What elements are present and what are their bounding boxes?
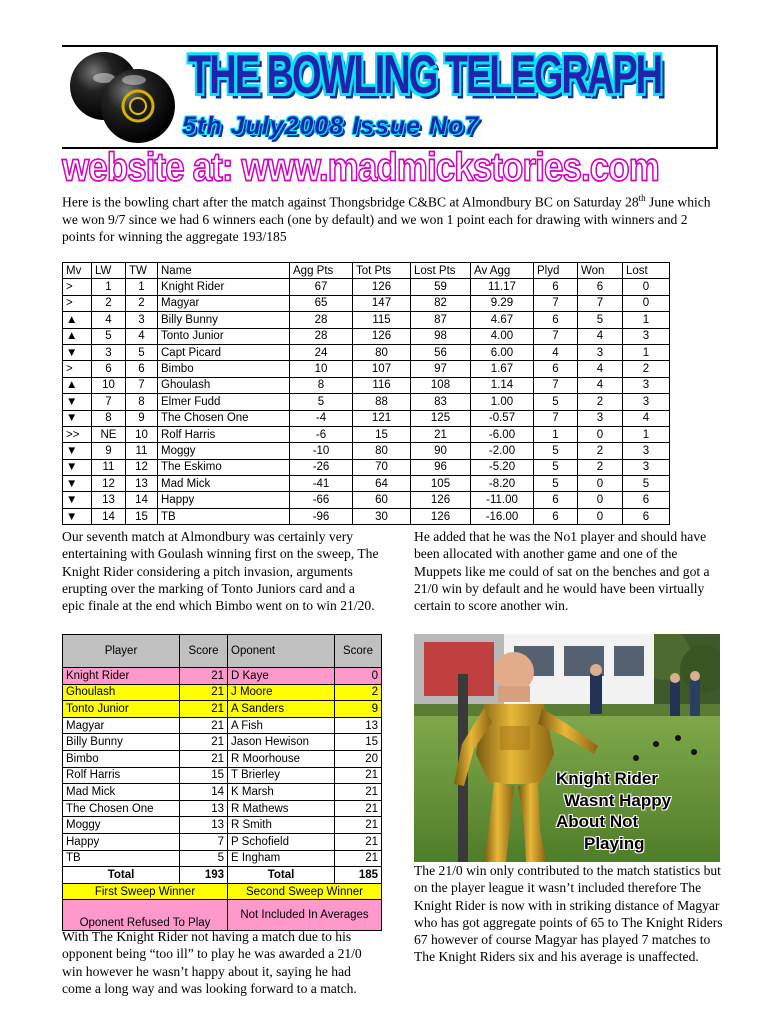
chart-cell-lost-pts: 82	[411, 295, 471, 311]
chart-cell-lw: 14	[92, 508, 126, 524]
chart-cell-won: 4	[578, 328, 623, 344]
caption-line: About Not	[556, 812, 639, 831]
chart-cell-tot-pts: 64	[353, 476, 411, 492]
chart-row	[63, 377, 670, 393]
total-label-opponent: Total	[228, 867, 335, 884]
article-left-bottom: With The Knight Rider not having a match due to his opponent being “too ill” to play he was awarded a 21/0 win however he wasn’t happy about it, saying he had come a long way and was looking forward to a match.	[62, 929, 362, 996]
chart-cell-name: Knight Rider	[158, 279, 290, 295]
chart-cell-mv: ▼	[63, 443, 92, 459]
results-row	[63, 717, 382, 734]
intro-text-1: Here is the bowling chart after the match against Thongsbridge C&BC at Almondbury BC on Saturday 28	[62, 194, 639, 210]
chart-cell-tw: 13	[126, 476, 158, 492]
legend-first-sweep: First Sweep Winner	[63, 883, 228, 900]
results-opponent-score: 21	[335, 767, 382, 784]
chart-cell-agg-pts: 65	[290, 295, 353, 311]
results-player: Bimbo	[63, 750, 180, 767]
chart-cell-lw: 13	[92, 492, 126, 508]
chart-cell-name: TB	[158, 508, 290, 524]
chart-row	[63, 459, 670, 475]
chart-cell-agg-pts: 28	[290, 312, 353, 328]
chart-cell-name: Moggy	[158, 443, 290, 459]
chart-row	[63, 443, 670, 459]
chart-row	[63, 295, 670, 311]
chart-cell-mv: >	[63, 279, 92, 295]
issue-date: 5th July2008 Issue No7	[182, 112, 480, 140]
results-header-player: Player	[63, 635, 180, 668]
chart-cell-tot-pts: 30	[353, 508, 411, 524]
chart-cell-agg-pts: 28	[290, 328, 353, 344]
chart-header-tot-pts: Tot Pts	[353, 263, 411, 279]
legend-second-sweep: Second Sweep Winner	[228, 883, 382, 900]
chart-header-row	[63, 263, 670, 279]
intro-text-2: June which we won 9/7 since we had 6 winners each (one by default) and we won 1 point each for drawing with winners and 2 points for winning the aggregate 193/185	[62, 194, 711, 245]
chart-cell-av-agg: 1.00	[471, 394, 534, 410]
chart-cell-lw: 12	[92, 476, 126, 492]
chart-cell-mv: >	[63, 295, 92, 311]
chart-cell-lw: 9	[92, 443, 126, 459]
chart-row	[63, 328, 670, 344]
chart-cell-tot-pts: 88	[353, 394, 411, 410]
chart-cell-lw: 2	[92, 295, 126, 311]
chart-cell-name: Billy Bunny	[158, 312, 290, 328]
chart-cell-plyd: 7	[534, 410, 578, 426]
chart-cell-plyd: 5	[534, 394, 578, 410]
results-row	[63, 701, 382, 718]
chart-cell-tw: 12	[126, 459, 158, 475]
chart-cell-tw: 7	[126, 377, 158, 393]
chart-cell-tot-pts: 121	[353, 410, 411, 426]
results-header-score: Score	[180, 635, 228, 668]
chart-cell-tot-pts: 116	[353, 377, 411, 393]
chart-cell-lost: 4	[623, 410, 670, 426]
chart-cell-won: 5	[578, 312, 623, 328]
chart-row	[63, 279, 670, 295]
chart-cell-name: Capt Picard	[158, 344, 290, 360]
chart-cell-mv: ▲	[63, 377, 92, 393]
results-score: 13	[180, 800, 228, 817]
chart-cell-lost-pts: 56	[411, 344, 471, 360]
results-player: TB	[63, 850, 180, 867]
chart-cell-lost-pts: 125	[411, 410, 471, 426]
chart-header-plyd: Plyd	[534, 263, 578, 279]
chart-row	[63, 394, 670, 410]
chart-cell-lost: 1	[623, 426, 670, 442]
article-left-top: Our seventh match at Almondbury was certainly very entertaining with Goulash winning first on the sweep, The Knight Rider considering a pitch invasion, arguments erupting over the marking of Tonto Juniors card and a epic finale at the end which Bimbo went on to win 21/20.	[62, 529, 379, 614]
results-row	[63, 684, 382, 701]
results-opponent: P Schofield	[228, 833, 335, 850]
chart-cell-lost-pts: 126	[411, 492, 471, 508]
chart-row	[63, 426, 670, 442]
results-row	[63, 784, 382, 801]
results-row	[63, 668, 382, 685]
chart-cell-lost-pts: 83	[411, 394, 471, 410]
chart-cell-lw: 6	[92, 361, 126, 377]
intro-paragraph	[62, 190, 712, 245]
total-score: 193	[180, 867, 228, 884]
chart-row	[63, 410, 670, 426]
article-right-bottom: The 21/0 win only contributed to the match statistics but on the player league it wasn’t included therefore The Knight Rider is now with in striking distance of Magyar who has got aggregate points of 65 to The Knight Riders 67 however of course Magyar has played 7 matches to The Knight Riders six and his average is unaffected.	[414, 863, 723, 965]
chart-cell-won: 4	[578, 361, 623, 377]
chart-cell-name: Mad Mick	[158, 476, 290, 492]
total-label: Total	[63, 867, 180, 884]
chart-cell-lost-pts: 108	[411, 377, 471, 393]
results-opponent-score: 13	[335, 717, 382, 734]
chart-cell-agg-pts: 8	[290, 377, 353, 393]
results-player: Billy Bunny	[63, 734, 180, 751]
chart-cell-tw: 15	[126, 508, 158, 524]
results-opponent-score: 21	[335, 833, 382, 850]
chart-cell-mv: ▼	[63, 508, 92, 524]
caption-line: Playing	[584, 833, 645, 853]
chart-cell-lost-pts: 90	[411, 443, 471, 459]
total-opponent-score: 185	[335, 867, 382, 884]
chart-cell-mv: ▼	[63, 394, 92, 410]
results-row	[63, 817, 382, 834]
results-opponent: E Ingham	[228, 850, 335, 867]
chart-cell-agg-pts: 10	[290, 361, 353, 377]
chart-header-lost: Lost	[623, 263, 670, 279]
chart-cell-lost: 5	[623, 476, 670, 492]
chart-cell-agg-pts: 24	[290, 344, 353, 360]
chart-cell-won: 4	[578, 377, 623, 393]
results-score: 14	[180, 784, 228, 801]
chart-cell-tot-pts: 80	[353, 443, 411, 459]
chart-cell-won: 0	[578, 508, 623, 524]
chart-cell-won: 0	[578, 476, 623, 492]
chart-cell-lost-pts: 96	[411, 459, 471, 475]
chart-cell-tw: 6	[126, 361, 158, 377]
chart-cell-name: The Chosen One	[158, 410, 290, 426]
results-score: 7	[180, 833, 228, 850]
results-opponent-score: 20	[335, 750, 382, 767]
results-opponent-score: 21	[335, 800, 382, 817]
results-opponent-score: 21	[335, 850, 382, 867]
legend-row-sweep	[63, 883, 382, 900]
chart-cell-agg-pts: -66	[290, 492, 353, 508]
chart-cell-agg-pts: -96	[290, 508, 353, 524]
newspaper-title: THE BOWLING TELEGRAPH	[188, 45, 662, 106]
results-score: 21	[180, 750, 228, 767]
chart-cell-plyd: 1	[534, 426, 578, 442]
results-opponent-score: 15	[335, 734, 382, 751]
chart-cell-lw: 3	[92, 344, 126, 360]
photo-caption	[556, 768, 726, 854]
chart-cell-lw: 11	[92, 459, 126, 475]
results-score: 21	[180, 668, 228, 685]
results-opponent: R Moorhouse	[228, 750, 335, 767]
chart-cell-mv: ▼	[63, 344, 92, 360]
chart-cell-won: 7	[578, 295, 623, 311]
chart-cell-won: 2	[578, 459, 623, 475]
chart-cell-plyd: 7	[534, 377, 578, 393]
chart-cell-plyd: 5	[534, 476, 578, 492]
chart-cell-plyd: 6	[534, 508, 578, 524]
chart-cell-tw: 10	[126, 426, 158, 442]
chart-cell-plyd: 6	[534, 279, 578, 295]
chart-row	[63, 508, 670, 524]
chart-cell-won: 3	[578, 410, 623, 426]
legend-row-other	[63, 900, 382, 931]
results-opponent: D Kaye	[228, 668, 335, 685]
chart-cell-lost: 2	[623, 361, 670, 377]
chart-cell-lost: 1	[623, 312, 670, 328]
chart-cell-tot-pts: 126	[353, 328, 411, 344]
chart-cell-lost-pts: 98	[411, 328, 471, 344]
chart-cell-lw: 4	[92, 312, 126, 328]
chart-cell-agg-pts: -10	[290, 443, 353, 459]
chart-cell-av-agg: -6.00	[471, 426, 534, 442]
chart-cell-lost: 6	[623, 508, 670, 524]
chart-cell-tw: 3	[126, 312, 158, 328]
match-results-table	[62, 634, 382, 931]
chart-cell-tot-pts: 15	[353, 426, 411, 442]
chart-cell-tot-pts: 147	[353, 295, 411, 311]
chart-cell-lost: 3	[623, 328, 670, 344]
results-opponent: T Brierley	[228, 767, 335, 784]
chart-cell-plyd: 7	[534, 295, 578, 311]
chart-cell-av-agg: -5.20	[471, 459, 534, 475]
chart-cell-mv: ▲	[63, 312, 92, 328]
chart-cell-av-agg: -11.00	[471, 492, 534, 508]
chart-cell-name: Elmer Fudd	[158, 394, 290, 410]
chart-cell-mv: ▼	[63, 459, 92, 475]
chart-cell-tw: 2	[126, 295, 158, 311]
chart-cell-av-agg: -2.00	[471, 443, 534, 459]
chart-cell-tot-pts: 107	[353, 361, 411, 377]
chart-cell-plyd: 6	[534, 361, 578, 377]
chart-cell-lost: 3	[623, 394, 670, 410]
chart-cell-tw: 8	[126, 394, 158, 410]
chart-cell-tw: 4	[126, 328, 158, 344]
results-score: 21	[180, 701, 228, 718]
chart-cell-tw: 11	[126, 443, 158, 459]
chart-cell-name: Ghoulash	[158, 377, 290, 393]
results-player: Magyar	[63, 717, 180, 734]
results-row	[63, 734, 382, 751]
results-player: Knight Rider	[63, 668, 180, 685]
chart-cell-tw: 1	[126, 279, 158, 295]
results-score: 13	[180, 817, 228, 834]
chart-cell-lw: 8	[92, 410, 126, 426]
chart-cell-lw: 10	[92, 377, 126, 393]
chart-cell-lost: 0	[623, 295, 670, 311]
chart-header-won: Won	[578, 263, 623, 279]
chart-cell-av-agg: 4.00	[471, 328, 534, 344]
results-opponent: A Sanders	[228, 701, 335, 718]
chart-cell-lw: NE	[92, 426, 126, 442]
chart-cell-av-agg: -0.57	[471, 410, 534, 426]
caption-line: Knight Rider	[556, 769, 658, 788]
chart-row	[63, 361, 670, 377]
chart-cell-lost: 6	[623, 492, 670, 508]
article-right-top: He added that he was the No1 player and should have been allocated with another game and one of the Muppets like me could of sat on the benches and got a 21/0 win by default and he would have been virtually certain to score another win.	[414, 529, 710, 614]
chart-cell-plyd: 4	[534, 344, 578, 360]
chart-cell-lost-pts: 87	[411, 312, 471, 328]
chart-cell-mv: >>	[63, 426, 92, 442]
chart-cell-plyd: 5	[534, 459, 578, 475]
chart-cell-agg-pts: 67	[290, 279, 353, 295]
results-header-row	[63, 635, 382, 668]
bowling-chart-table	[62, 262, 670, 525]
results-row	[63, 833, 382, 850]
results-opponent: J Moore	[228, 684, 335, 701]
chart-cell-plyd: 7	[534, 328, 578, 344]
chart-cell-mv: >	[63, 361, 92, 377]
chart-cell-av-agg: -8.20	[471, 476, 534, 492]
chart-cell-lw: 7	[92, 394, 126, 410]
chart-header-name: Name	[158, 263, 290, 279]
chart-cell-lost: 0	[623, 279, 670, 295]
chart-header-lw: LW	[92, 263, 126, 279]
chart-cell-won: 0	[578, 426, 623, 442]
results-opponent-score: 21	[335, 784, 382, 801]
chart-cell-tot-pts: 126	[353, 279, 411, 295]
results-score: 21	[180, 717, 228, 734]
chart-cell-lost-pts: 21	[411, 426, 471, 442]
chart-cell-lost: 3	[623, 443, 670, 459]
caption-line: Wasnt Happy	[564, 790, 672, 810]
chart-cell-plyd: 5	[534, 443, 578, 459]
chart-cell-av-agg: 1.67	[471, 361, 534, 377]
chart-cell-plyd: 6	[534, 312, 578, 328]
chart-header-mv: Mv	[63, 263, 92, 279]
chart-cell-tot-pts: 60	[353, 492, 411, 508]
results-score: 15	[180, 767, 228, 784]
chart-cell-won: 2	[578, 394, 623, 410]
legend-not-included: Not Included In Averages	[228, 900, 382, 931]
chart-cell-av-agg: -16.00	[471, 508, 534, 524]
chart-cell-lost: 1	[623, 344, 670, 360]
chart-cell-name: The Eskimo	[158, 459, 290, 475]
chart-cell-won: 0	[578, 492, 623, 508]
chart-cell-lost-pts: 105	[411, 476, 471, 492]
results-opponent: R Smith	[228, 817, 335, 834]
chart-cell-av-agg: 6.00	[471, 344, 534, 360]
chart-cell-agg-pts: -4	[290, 410, 353, 426]
chart-row	[63, 344, 670, 360]
chart-cell-name: Happy	[158, 492, 290, 508]
chart-cell-av-agg: 9.29	[471, 295, 534, 311]
chart-cell-mv: ▼	[63, 476, 92, 492]
chart-cell-name: Tonto Junior	[158, 328, 290, 344]
results-header-opp-score: Score	[335, 635, 382, 668]
results-player: Mad Mick	[63, 784, 180, 801]
results-row	[63, 767, 382, 784]
chart-cell-mv: ▼	[63, 492, 92, 508]
chart-cell-tot-pts: 70	[353, 459, 411, 475]
chart-cell-plyd: 6	[534, 492, 578, 508]
results-row	[63, 750, 382, 767]
results-player: Moggy	[63, 817, 180, 834]
results-opponent: Jason Hewison	[228, 734, 335, 751]
legend-refused: Oponent Refused To Play	[63, 900, 228, 931]
results-player: Ghoulash	[63, 684, 180, 701]
chart-cell-lost: 3	[623, 377, 670, 393]
results-opponent-score: 0	[335, 668, 382, 685]
chart-header-agg-pts: Agg Pts	[290, 263, 353, 279]
results-player: Rolf Harris	[63, 767, 180, 784]
chart-cell-lw: 1	[92, 279, 126, 295]
chart-cell-won: 2	[578, 443, 623, 459]
chart-cell-agg-pts: -26	[290, 459, 353, 475]
chart-cell-lost-pts: 126	[411, 508, 471, 524]
chart-cell-won: 6	[578, 279, 623, 295]
results-opponent-score: 9	[335, 701, 382, 718]
chart-cell-agg-pts: -41	[290, 476, 353, 492]
chart-row	[63, 492, 670, 508]
results-score: 21	[180, 684, 228, 701]
chart-cell-lw: 5	[92, 328, 126, 344]
chart-header-tw: TW	[126, 263, 158, 279]
chart-cell-lost-pts: 97	[411, 361, 471, 377]
chart-cell-av-agg: 11.17	[471, 279, 534, 295]
chart-cell-won: 3	[578, 344, 623, 360]
results-player: The Chosen One	[63, 800, 180, 817]
results-row	[63, 850, 382, 867]
results-row	[63, 800, 382, 817]
results-player: Tonto Junior	[63, 701, 180, 718]
chart-cell-av-agg: 1.14	[471, 377, 534, 393]
results-player: Happy	[63, 833, 180, 850]
chart-cell-mv: ▼	[63, 410, 92, 426]
chart-header-av-agg: Av Agg	[471, 263, 534, 279]
results-opponent-score: 21	[335, 817, 382, 834]
results-opponent: K Marsh	[228, 784, 335, 801]
results-opponent: A Fish	[228, 717, 335, 734]
results-score: 5	[180, 850, 228, 867]
chart-cell-agg-pts: -6	[290, 426, 353, 442]
chart-row	[63, 312, 670, 328]
results-opponent-score: 2	[335, 684, 382, 701]
chart-cell-tot-pts: 115	[353, 312, 411, 328]
chart-cell-mv: ▲	[63, 328, 92, 344]
chart-cell-name: Magyar	[158, 295, 290, 311]
chart-cell-tw: 14	[126, 492, 158, 508]
chart-header-lost-pts: Lost Pts	[411, 263, 471, 279]
website-banner: website at: www.madmickstories.com	[62, 146, 659, 191]
chart-cell-lost: 3	[623, 459, 670, 475]
intro-superscript: th	[638, 193, 646, 203]
chart-cell-tw: 9	[126, 410, 158, 426]
chart-cell-tw: 5	[126, 344, 158, 360]
results-score: 21	[180, 734, 228, 751]
chart-cell-av-agg: 4.67	[471, 312, 534, 328]
chart-cell-tot-pts: 80	[353, 344, 411, 360]
chart-row	[63, 476, 670, 492]
results-header-opponent: Oponent	[228, 635, 335, 668]
bowls-balls-icon	[66, 48, 176, 144]
chart-cell-lost-pts: 59	[411, 279, 471, 295]
results-total-row	[63, 867, 382, 884]
chart-cell-name: Rolf Harris	[158, 426, 290, 442]
chart-cell-agg-pts: 5	[290, 394, 353, 410]
chart-cell-name: Bimbo	[158, 361, 290, 377]
results-opponent: R Mathews	[228, 800, 335, 817]
